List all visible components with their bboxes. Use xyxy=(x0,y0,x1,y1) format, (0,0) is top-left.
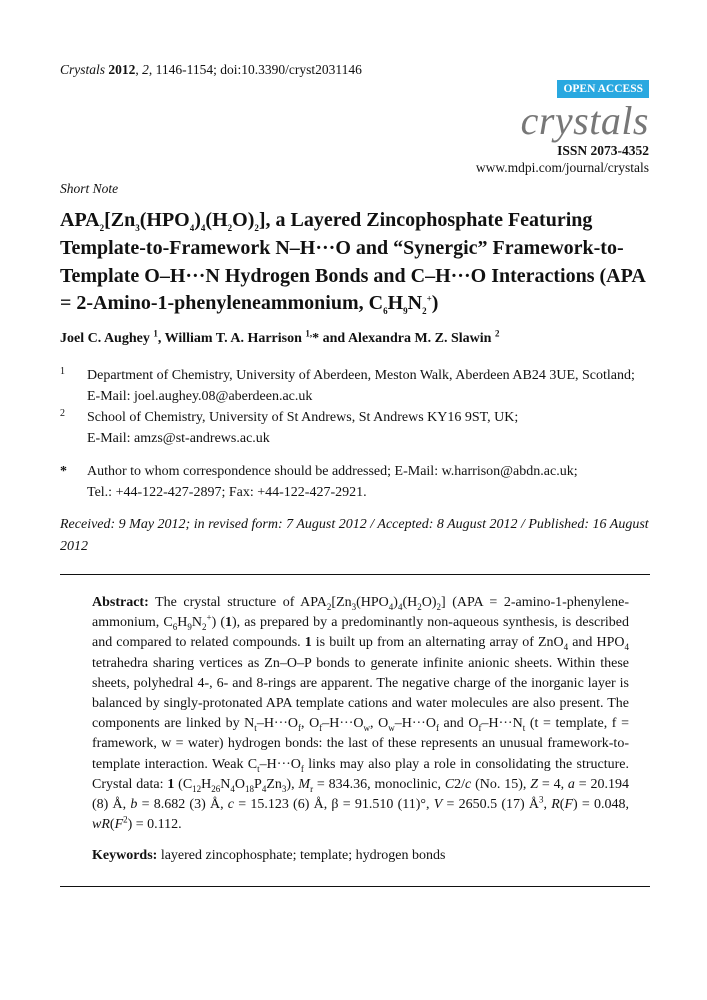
abstract xyxy=(92,593,629,835)
journal-website[interactable]: www.mdpi.com/journal/crystals xyxy=(475,160,649,175)
divider-bottom xyxy=(60,886,650,887)
author-list: Joel C. Aughey $^1$, William T. A. Harrison $^{1,}$* and Alexandra M. Z. Slawin $^2$ xyxy=(60,328,500,346)
abstract-label: Abstract: xyxy=(92,595,149,610)
paper-title: $APA_2[Zn_3(HPO_4)_4(H_2O)_2]$, a Layered Zincophosphate Featuring Template-to-Framework N–H···O and “Synergic” Framework-to-Template O–H···N Hydrogen Bonds and C–H···O Interactions (APA = 2-Amino-1-phenyleneammonium, $C_6H_9N_2^+$) xyxy=(60,209,645,317)
keywords-text: layered zincophosphate; template; hydrogen bonds xyxy=(160,848,446,863)
correspondence-note xyxy=(60,461,660,503)
keywords xyxy=(92,848,445,864)
keywords-label: Keywords: xyxy=(92,848,158,863)
affiliation-number: 1 xyxy=(60,366,65,377)
divider-top xyxy=(60,574,650,575)
affiliation-email[interactable]: E-Mail: amzs@st-andrews.ac.uk xyxy=(87,431,270,446)
affiliation-number: 2 xyxy=(60,408,65,419)
issn: ISSN 2073-4352 xyxy=(557,143,649,158)
journal-logo: crystals xyxy=(520,98,649,143)
publication-dates: Received: 9 May 2012; in revised form: 7 August 2012 / Accepted: 8 August 2012 / Published: 16 August 2012 xyxy=(60,517,649,554)
affiliation-email[interactable]: E-Mail: joel.aughey.08@aberdeen.ac.uk xyxy=(87,389,313,404)
asterisk-mark: * xyxy=(60,464,67,479)
affiliation-text: Department of Chemistry, University of Aberdeen, Meston Walk, Aberdeen AB24 3UE, Scotland; xyxy=(87,368,635,383)
article-type: Short Note xyxy=(60,181,119,196)
abstract-text: The crystal structure of $APA_2[Zn_3(HPO_4)_4(H_2O)_2] (APA$ = 2-amino-1-phenylene-ammonium, $C_6H_9N_2^+$) (1), as prepared by a predominantly non-aqueous synthesis, is described and compared to related compounds. 1 is built up from an alternating array of ZnO$_4$ and $HPO_4$ tetrahedra sharing vertices as Zn–O–P bonds to generate infinite anionic sheets. Within these sheets, polyhedral 4-, 6- and 8-rings are apparent. The negative charge of the inorganic layer is balanced by singly-protonated APA template cations and water molecules are also present. The components are linked by $N_t-H\cdot\cdot\cdot O_f$, $O_f-H\cdot\cdot\cdot O_w$, $O_w-H\cdot\cdot\cdot O_f$ and $O_f-H\cdot\cdot\cdot N_t$ (t = template, f = framework, w = water) hydrogen bonds: the last of these represents an unusual framework-to-template interaction. Weak $C_t-H\cdot\cdot\cdot O_f$ links may also play a role in consolidating the structure. Crystal data: 1 $(C_{12}H_{26}N_4O_{18}P_4Zn_3)$, $M_r = 834.36$, monoclinic, C2/c (No. 15), Z = 4, a = 20.194 (8) Å, b = 8.682 (3) Å, c = 15.123 (6) Å, β = 91.510 (11)°, V = 2650.5 (17) $Å^3$, R(F) = 0.048, $wR(F^2) = 0.112$. xyxy=(92,595,630,833)
affiliation-2 xyxy=(60,407,660,449)
affiliation-1 xyxy=(60,365,660,407)
affiliation-text: School of Chemistry, University of St Andrews, St Andrews KY16 9ST, UK; xyxy=(87,410,519,425)
open-access-badge: OPEN ACCESS xyxy=(557,80,649,98)
correspondence-phone: Tel.: +44-122-427-2897; Fax: +44-122-427-2921. xyxy=(87,485,367,500)
correspondence-text: Author to whom correspondence should be addressed; E-Mail: w.harrison@abdn.ac.uk; xyxy=(87,464,578,479)
journal-citation: Crystals 2012, 2, 1146-1154; doi:10.3390/cryst2031146 xyxy=(60,62,362,77)
